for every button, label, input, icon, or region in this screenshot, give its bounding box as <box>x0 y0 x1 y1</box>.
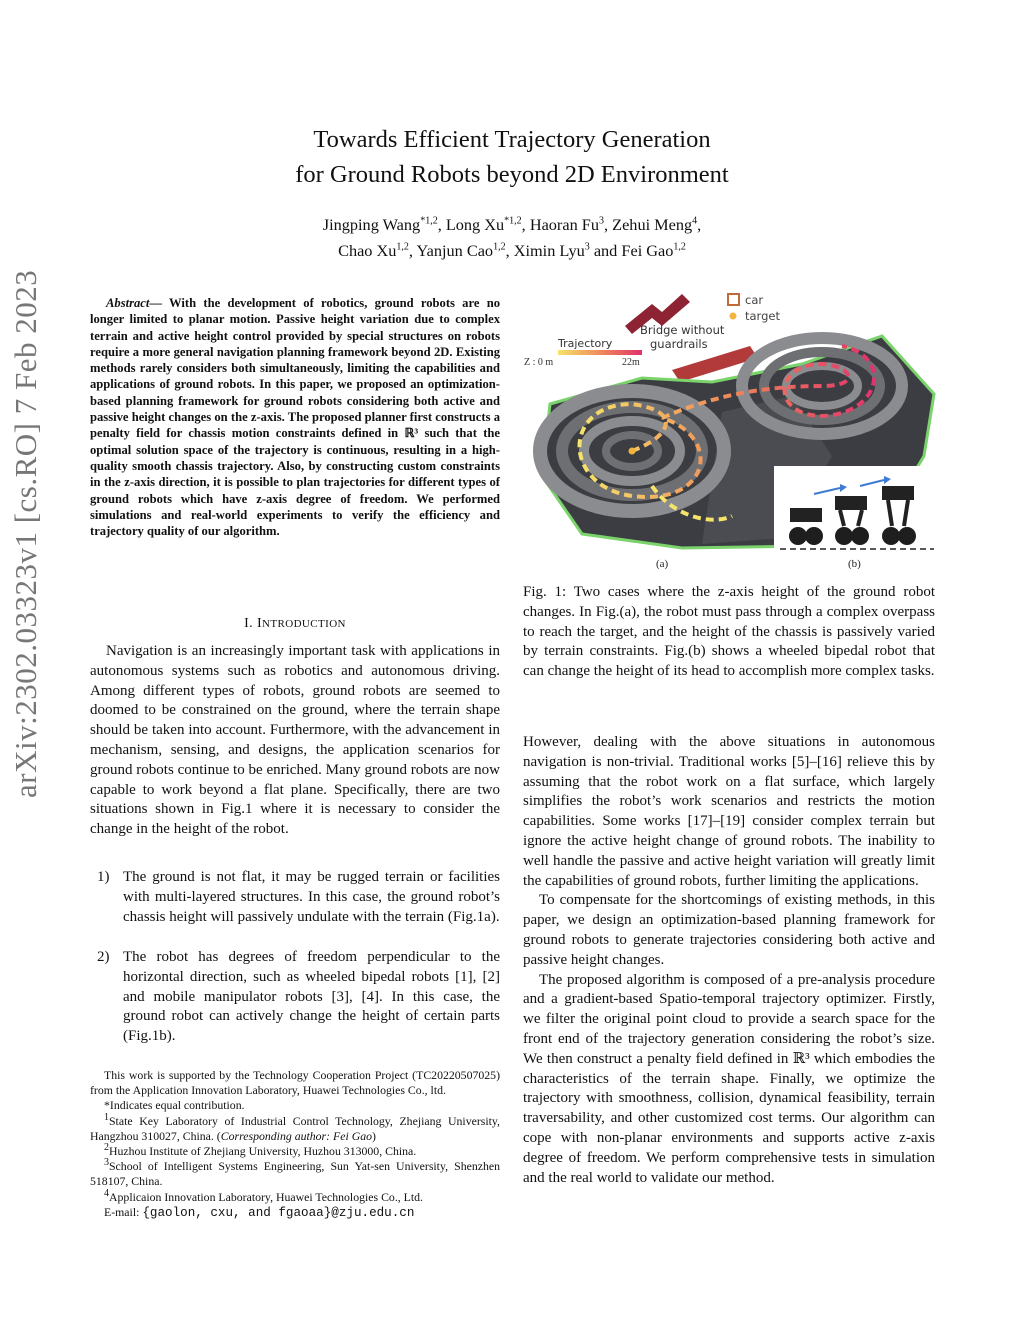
abstract <box>90 295 500 539</box>
bridge-label-line2: guardrails <box>650 337 708 351</box>
intro-list <box>90 868 500 1048</box>
target-marker <box>629 448 636 455</box>
author-name: Zehui Meng <box>612 215 693 234</box>
colorbar-max-label: 22m <box>622 357 640 368</box>
footnote-equal: *Indicates equal contribution. <box>104 1098 245 1113</box>
right-column-body <box>523 733 935 1188</box>
car-legend-icon <box>728 294 739 305</box>
intro-paragraph: Navigation is an increasingly important task with applications in autonomous systems such as robotics and autonomous driving. Among different types of robots, ground robots are seemed to doomed to be constrained on the ground, where the terrain shape should be taken into account. Furthermore, with the advancement in mechanism, sensing, and designs, the application scenarios for ground robots continue to be enriched. Many ground robots are now capable to work beyond a flat plane. Specifically, there are two situations shown in Fig.1 where it is necessary to consider the change in the height of the robot. <box>90 643 500 838</box>
trajectory-label: Trajectory <box>558 337 613 350</box>
footnote-text: Huzhou Institute of Zhejiang University, Huzhou 313000, China. <box>109 1144 417 1159</box>
footnote-affiliation-2 <box>90 1144 500 1159</box>
list-item-text: The robot has degrees of freedom perpendicular to the horizontal direction, such as wheeled bipedal robots [1], [2] and mobile manipulator robots [3], [4]. In this case, the ground robot can actively change the height of certain parts (Fig.1b). <box>123 949 500 1045</box>
footnote-marker: 3 <box>104 1157 109 1169</box>
author-affiliation: 1,2 <box>493 241 506 253</box>
footnote-marker: 1 <box>104 1111 109 1123</box>
author-name: Long Xu <box>445 215 505 234</box>
abstract-dash: — <box>149 296 162 310</box>
author-affiliation: 4 <box>692 215 698 227</box>
footnote-text-end: ) <box>372 1128 376 1143</box>
footnote-marker: 4 <box>104 1187 109 1199</box>
title-line-2: for Ground Robots beyond 2D Environment <box>295 161 729 188</box>
author-name: Chao Xu <box>338 241 397 260</box>
author-name: Ximin Lyu <box>513 241 585 260</box>
abstract-label: Abstract <box>106 296 150 310</box>
author-affiliation: 1,2 <box>396 241 409 253</box>
paper-title <box>150 122 874 192</box>
legend-target: target <box>745 309 780 323</box>
footnotes <box>90 1068 500 1221</box>
section-title-rest: NTRODUCTION <box>262 618 346 630</box>
author-list <box>150 212 874 264</box>
author-affiliation: 3 <box>584 241 590 253</box>
section-heading-introduction <box>90 616 500 632</box>
list-item-number: 1) <box>97 869 110 885</box>
colorbar-min-label: Z : 0 m <box>524 357 554 368</box>
trajectory-colorbar <box>558 350 642 355</box>
legend-car: car <box>745 293 764 307</box>
footnote-text: School of Intelligent Systems Engineering, Sun Yat-sen University, Shenzhen 518107, China. <box>90 1159 500 1189</box>
robot-sequence <box>774 466 934 556</box>
footnote-corresponding: Corresponding author: Fei Gao <box>220 1128 373 1143</box>
author-name: Haoran Fu <box>529 215 599 234</box>
and-text: and <box>593 241 618 260</box>
author-name: Jingping Wang <box>322 215 421 234</box>
section-number: I. <box>244 616 254 631</box>
abstract-text: With the development of robotics, ground robots are no longer limited to planar motion. Passive height variation due to complex terrain and active height control provided by special structures on robots require a more general navigation planning framework beyond 2D. Existing methods rarely considers both simultaneously, limiting the capabilities and applications of ground robots. In this paper, we proposed an optimization-based planning framework for ground robots considering both active and passive height changes on the z-axis. The proposed planner first constructs a penalty field for chassis motion constraints defined in ℝ³ such that the optimal solution space of the trajectory is continuous, resulting in a high-quality smooth chassis trajectory. Also, by constructing custom constraints in the z-axis direction, it is possible to plan trajectories for different types of ground robots which have z-axis degree of freedom. We performed simulations and real-world experiments to verify the efficiency and trajectory quality of our algorithm. <box>90 296 501 539</box>
list-item-number: 2) <box>97 949 110 965</box>
title-line-1: Towards Efficient Trajectory Generation <box>313 126 711 153</box>
paragraph: The proposed algorithm is composed of a pre-analysis procedure and a gradient-based Spatio-temporal trajectory optimizer. Firstly, we filter the original point cloud to provide a search space for the front end of the trajectory generation considering the robot’s size. We then construct a penalty field defined in ℝ³ which embodies the characteristics of the terrain shape. Finally, we optimize the trajectory with smoothness, collision, dynamical feasibility, terrain traversability, and other customized cost terms. Our algorithm can cope with non-planar environments and supports active z-axis degree of freedom. We perform comprehensive tests in simulation and the real world to validate our method. <box>523 971 935 1186</box>
paragraph: To compensate for the shortcomings of existing methods, in this paper, we design an optimization-based planning framework for ground robots to generate trajectories considering both active and passive height changes. <box>523 892 935 968</box>
footnote-text: State Key Laboratory of Industrial Control Technology, Zhejiang University, Hangzhou 310027, China. ( <box>90 1113 500 1143</box>
figure-caption: Fig. 1: Two cases where the z-axis height of the ground robot changes. In Fig.(a), the robot must pass through a complex overpass to reach the target, and the height of the chassis is passively varied by terrain constraints. Fig.(b) shows a wheeled bipedal robot that can change the height of its head to accomplish more complex tasks. <box>523 584 935 680</box>
email-address: {gaolon, cxu, and fgaoaa}@zju.edu.cn <box>142 1205 415 1220</box>
author-affiliation: *1,2 <box>504 215 522 227</box>
author-affiliation: 3 <box>599 215 604 227</box>
subfigure-label-a: (a) <box>656 558 669 570</box>
figure-illustration <box>522 286 937 578</box>
author-name: Yanjun Cao <box>416 241 494 260</box>
author-affiliation: 1,2 <box>673 241 686 253</box>
footnote-support: This work is supported by the Technology Cooperation Project (TC20220507025) from the Application Innovation Laboratory, Huawei Technologies Co., ltd. <box>90 1068 500 1098</box>
email-label: E-mail: <box>104 1204 143 1219</box>
author-line-2: Chao Xu$^{1,2}$, Yanjun Cao$^{1,2}$, Ximin Lyu$^3$ and Fei Gao$^{1,2}$ <box>338 241 686 260</box>
footnote-email <box>90 1205 500 1221</box>
footnote-text: Applicaion Innovation Laboratory, Huawei Technologies Co., Ltd. <box>109 1189 424 1204</box>
list-item-text: The ground is not flat, it may be rugged terrain or facilities with multi-layered structures. In this case, the ground robot’s chassis height will passively undulate with the terrain (Fig.1a). <box>123 869 500 925</box>
arxiv-stamp: arXiv:2302.03323v1 [cs.RO] 7 Feb 2023 <box>8 269 43 798</box>
bridge-label-line1: Bridge without <box>640 323 725 337</box>
footnote-affiliation-4 <box>90 1187 500 1205</box>
intro-body <box>90 642 500 840</box>
figure-1 <box>522 286 937 578</box>
target-legend-icon <box>730 313 737 320</box>
subfigure-label-b: (b) <box>848 558 861 570</box>
author-affiliation: *1,2 <box>420 215 438 227</box>
footnote-marker: 2 <box>104 1142 109 1154</box>
author-line-1: Jingping Wang$^{*1,2}$, Long Xu$^{*1,2}$, Haoran Fu$^3$, Zehui Meng$^4$, <box>322 215 702 234</box>
paragraph: However, dealing with the above situations in autonomous navigation is non-trivial. Traditional works [5]–[16] relieve this by assuming that the robot work on a flat surface, which largely simplifies the robot’s work scenarios and restricts the motion capabilities. Some works [17]–[19] consider complex terrain but ignore the active height change of ground robots. The inability to well handle the passive and active height variation will greatly limit the capabilities of ground robots, further limiting the applications. <box>523 734 935 889</box>
section-title-initial: I <box>256 616 263 631</box>
footnote-affiliation-3 <box>90 1159 500 1189</box>
footnote-affiliation-1 <box>90 1111 500 1144</box>
author-name: Fei Gao <box>621 241 674 260</box>
